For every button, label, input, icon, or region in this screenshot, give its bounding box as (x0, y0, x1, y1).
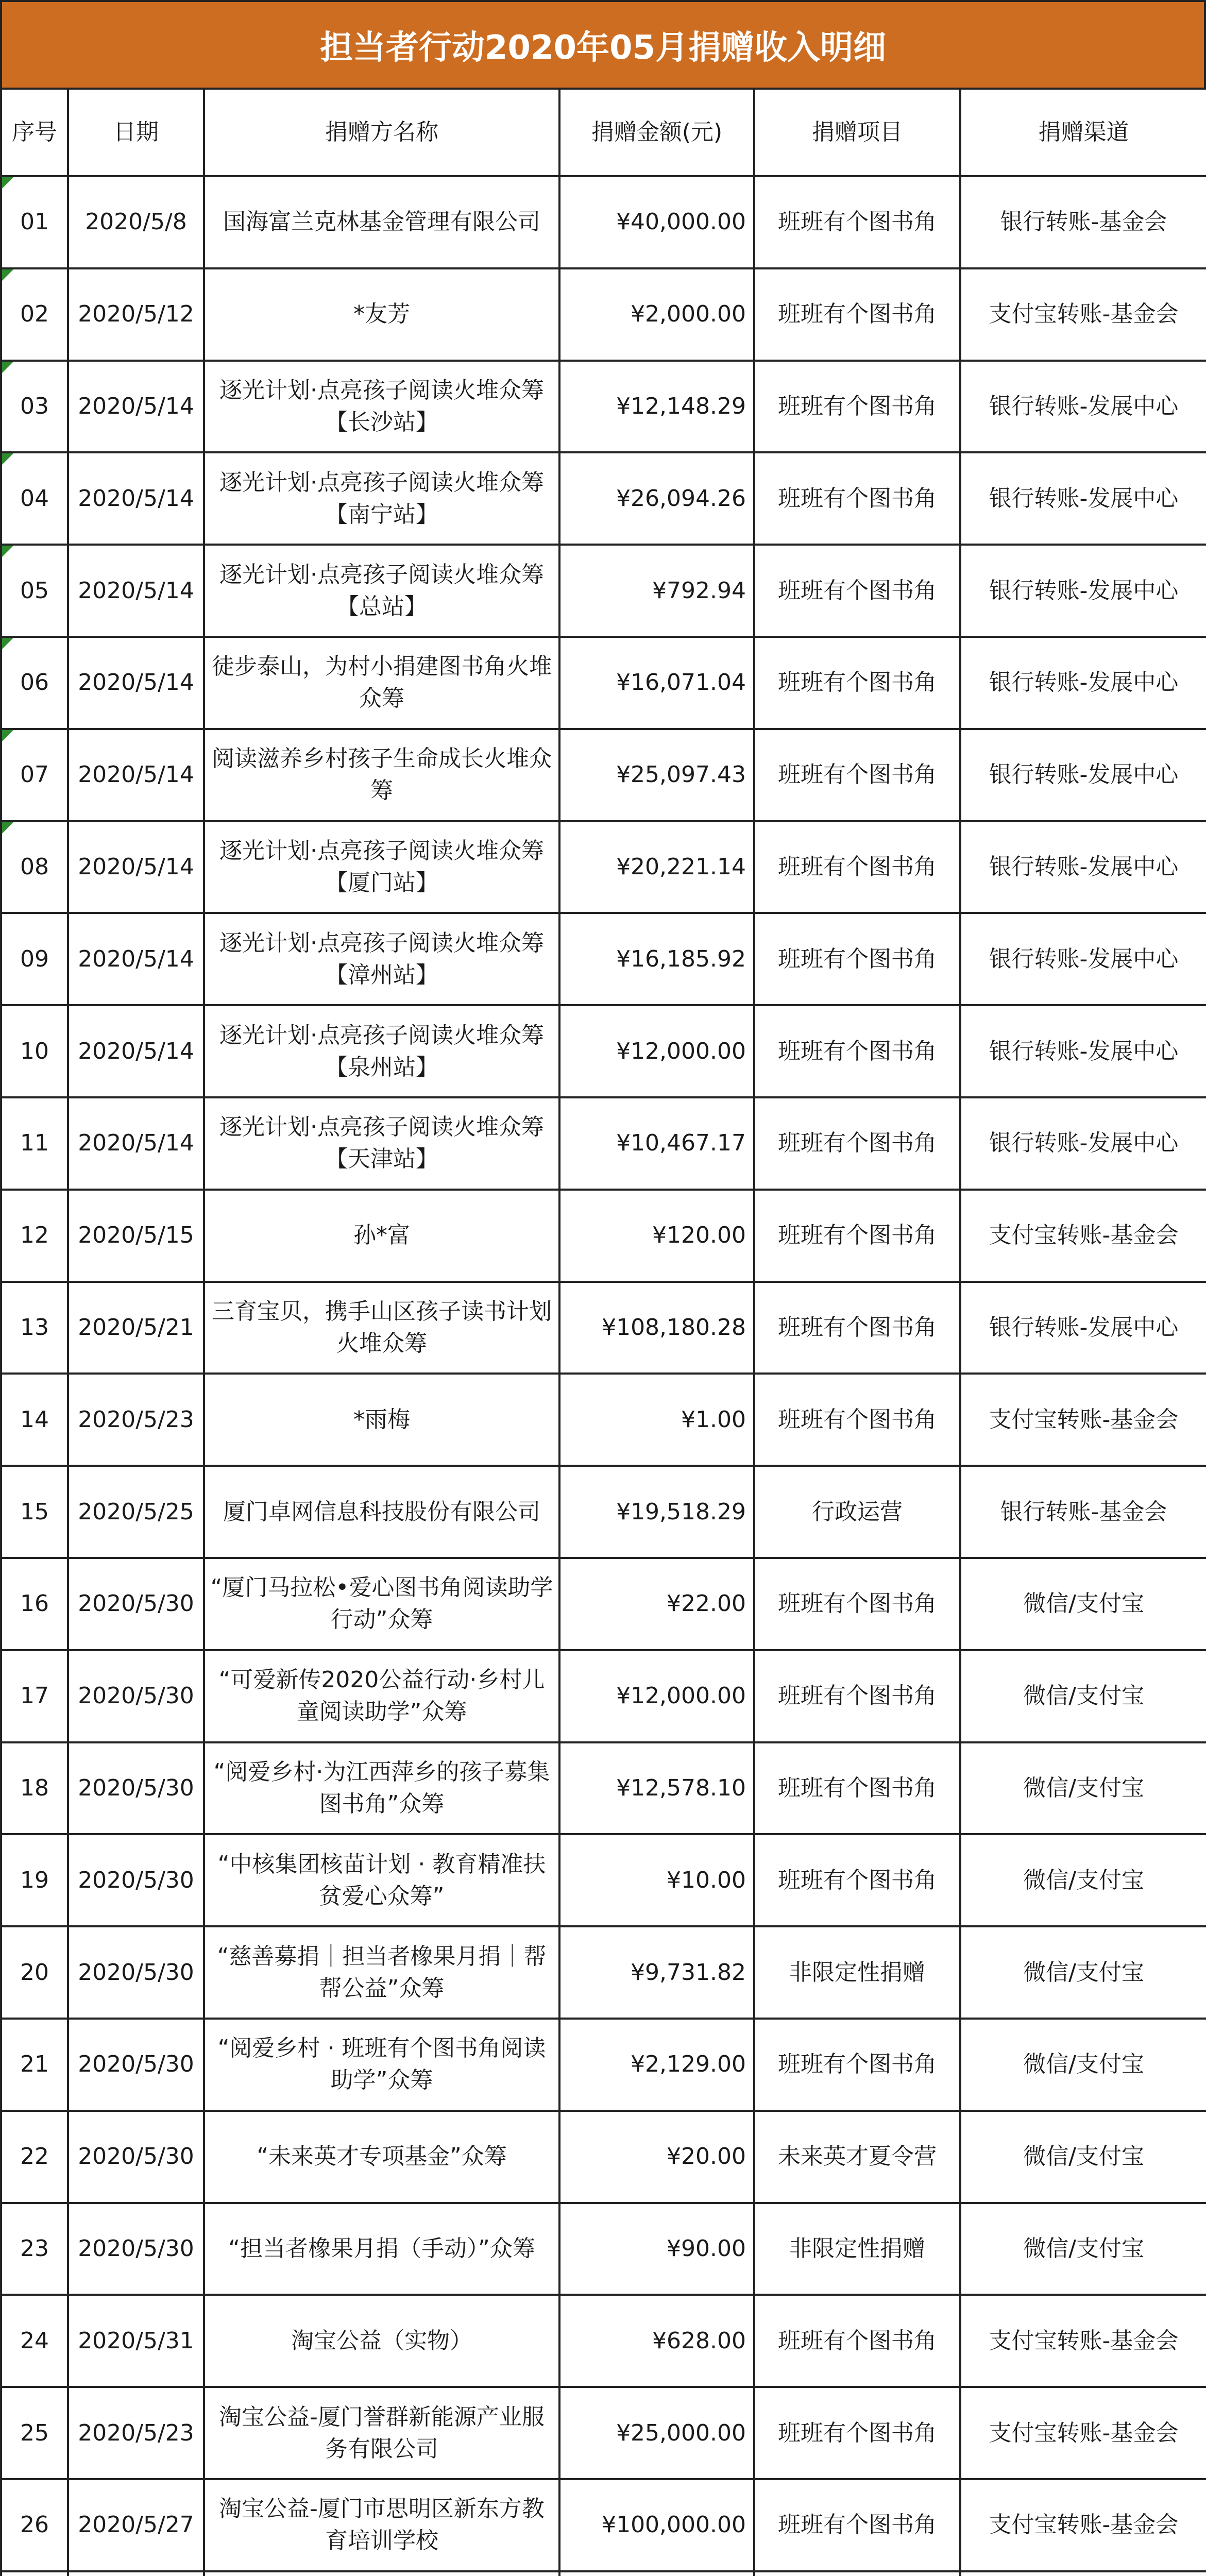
cell-amount: ¥12,000.00 (559, 1650, 754, 1742)
cell-project: 班班有个图书角 (754, 1190, 960, 1282)
cell-no: 20 (1, 1926, 68, 2019)
table-row (1, 2387, 1206, 2479)
cell-amount: ¥20.00 (559, 2111, 754, 2203)
cell-no: 16 (1, 1558, 68, 1650)
cell-donor: 逐光计划·点亮孩子阅读火堆众筹【泉州站】 (204, 1005, 559, 1097)
table-row (1, 1650, 1206, 1742)
cell-no: 04 (1, 452, 68, 545)
table-row (1, 1558, 1206, 1650)
cell-amount: ¥10.00 (559, 1834, 754, 1926)
table-row (1, 268, 1206, 361)
table-row (1, 545, 1206, 637)
cell-project: 行政运营 (754, 1466, 960, 1558)
cell-date: 2020/5/14 (68, 913, 204, 1005)
cell-donor: “未来英才专项基金”众筹 (204, 2111, 559, 2203)
cell-donor: “厦门马拉松•爱心图书角阅读助学行动”众筹 (204, 1558, 559, 1650)
table-row (1, 1097, 1206, 1190)
table-body (1, 176, 1206, 2576)
cell-donor: 逐光计划·点亮孩子阅读火堆众筹【长沙站】 (204, 361, 559, 453)
cell-project: 班班有个图书角 (754, 821, 960, 913)
cell-amount: ¥1.00 (559, 1374, 754, 1466)
cell-project: 班班有个图书角 (754, 176, 960, 268)
cell-amount: ¥20,221.14 (559, 821, 754, 913)
cell-donor: “阅爱乡村 · 班班有个图书角阅读助学”众筹 (204, 2019, 559, 2111)
cell-date: 2020/5/14 (68, 821, 204, 913)
table-row (1, 176, 1206, 268)
cell-date: 2020/5/14 (68, 1097, 204, 1190)
cell-amount: ¥40,000.00 (559, 176, 754, 268)
cell-donor: “中核集团核苗计划 · 教育精准扶贫爱心众筹” (204, 1834, 559, 1926)
cell-date: 2020/5/14 (68, 361, 204, 453)
cell-date: 2020/5/31 (68, 2295, 204, 2387)
cell-project: 班班有个图书角 (754, 452, 960, 545)
cell-no: 07 (1, 729, 68, 821)
cell-channel (960, 2571, 1206, 2576)
cell-no: 08 (1, 821, 68, 913)
cell-project: 班班有个图书角 (754, 1097, 960, 1190)
cell-date: 2020/5/30 (68, 2203, 204, 2295)
cell-channel: 银行转账-发展中心 (960, 1097, 1206, 1190)
cell-amount: ¥19,518.29 (559, 1466, 754, 1558)
cell-project: 班班有个图书角 (754, 2387, 960, 2479)
cell-amount: ¥25,097.43 (559, 729, 754, 821)
cell-no: 13 (1, 1282, 68, 1374)
cell-project: 班班有个图书角 (754, 913, 960, 1005)
cell-project: 班班有个图书角 (754, 1282, 960, 1374)
cell-no: 23 (1, 2203, 68, 2295)
cell-no: 21 (1, 2019, 68, 2111)
cell-channel: 支付宝转账-基金会 (960, 2387, 1206, 2479)
table-row (1, 2203, 1206, 2295)
column-header-channel: 捐赠渠道 (960, 89, 1206, 176)
cell-donor: 逐光计划·点亮孩子阅读火堆众筹【总站】 (204, 545, 559, 637)
cell-amount: ¥100,000.00 (559, 2479, 754, 2571)
cell-no: 05 (1, 545, 68, 637)
cell-project: 班班有个图书角 (754, 2479, 960, 2571)
cell-project (754, 2571, 960, 2576)
cell-donor: 逐光计划·点亮孩子阅读火堆众筹【漳州站】 (204, 913, 559, 1005)
cell-donor: 淘宝公益-厦门誉群新能源产业服务有限公司 (204, 2387, 559, 2479)
column-header-project: 捐赠项目 (754, 89, 960, 176)
table-row (1, 1926, 1206, 2019)
cell-no (1, 2571, 68, 2576)
cell-date: 2020/5/30 (68, 1742, 204, 1835)
cell-no: 15 (1, 1466, 68, 1558)
cell-donor (204, 2571, 559, 2576)
cell-project: 班班有个图书角 (754, 268, 960, 361)
cell-channel: 支付宝转账-基金会 (960, 2295, 1206, 2387)
cell-date: 2020/5/30 (68, 1834, 204, 1926)
cell-project: 班班有个图书角 (754, 1374, 960, 1466)
cell-amount (559, 2571, 754, 2576)
cell-project: 班班有个图书角 (754, 545, 960, 637)
cell-channel: 微信/支付宝 (960, 1650, 1206, 1742)
cell-project: 班班有个图书角 (754, 1834, 960, 1926)
page-title: 担当者行动2020年05月捐赠收入明细 (0, 0, 1206, 88)
cell-project: 班班有个图书角 (754, 361, 960, 453)
cell-project: 班班有个图书角 (754, 1005, 960, 1097)
cell-no: 26 (1, 2479, 68, 2571)
cell-project: 班班有个图书角 (754, 2019, 960, 2111)
table-row (1, 1005, 1206, 1097)
cell-amount: ¥792.94 (559, 545, 754, 637)
cell-channel: 微信/支付宝 (960, 2019, 1206, 2111)
cell-donor: 孙*富 (204, 1190, 559, 1282)
cell-channel: 银行转账-发展中心 (960, 1282, 1206, 1374)
cell-donor: 厦门卓网信息科技股份有限公司 (204, 1466, 559, 1558)
cell-no: 09 (1, 913, 68, 1005)
cell-channel: 微信/支付宝 (960, 1834, 1206, 1926)
cell-date: 2020/5/30 (68, 2019, 204, 2111)
cell-amount: ¥25,000.00 (559, 2387, 754, 2479)
cell-channel: 微信/支付宝 (960, 2111, 1206, 2203)
cell-donor: “可爱新传2020公益行动·乡村儿童阅读助学”众筹 (204, 1650, 559, 1742)
cell-amount: ¥12,148.29 (559, 361, 754, 453)
cell-amount: ¥22.00 (559, 1558, 754, 1650)
cell-no: 06 (1, 637, 68, 729)
cell-channel: 银行转账-发展中心 (960, 452, 1206, 545)
cell-donor: 逐光计划·点亮孩子阅读火堆众筹【南宁站】 (204, 452, 559, 545)
cell-date: 2020/5/23 (68, 2387, 204, 2479)
cell-donor: 逐光计划·点亮孩子阅读火堆众筹【天津站】 (204, 1097, 559, 1190)
cell-no: 11 (1, 1097, 68, 1190)
table-row (1, 821, 1206, 913)
table-row (1, 1374, 1206, 1466)
cell-no: 10 (1, 1005, 68, 1097)
cell-date: 2020/5/15 (68, 1190, 204, 1282)
cell-channel: 银行转账-发展中心 (960, 637, 1206, 729)
cell-date: 2020/5/30 (68, 1926, 204, 2019)
column-header-amount: 捐赠金额(元) (559, 89, 754, 176)
cell-project: 班班有个图书角 (754, 2295, 960, 2387)
cell-amount: ¥628.00 (559, 2295, 754, 2387)
cell-donor: *友芳 (204, 268, 559, 361)
cell-amount: ¥16,185.92 (559, 913, 754, 1005)
cell-project: 班班有个图书角 (754, 1650, 960, 1742)
cell-channel: 支付宝转账-基金会 (960, 268, 1206, 361)
cell-channel: 微信/支付宝 (960, 1742, 1206, 1835)
table-header-row (1, 89, 1206, 176)
cell-date: 2020/5/27 (68, 2479, 204, 2571)
cell-donor: 阅读滋养乡村孩子生命成长火堆众筹 (204, 729, 559, 821)
table-row (1, 452, 1206, 545)
cell-no: 03 (1, 361, 68, 453)
cell-no: 17 (1, 1650, 68, 1742)
table-row (1, 1742, 1206, 1835)
cell-donor: “担当者橡果月捐（手动）”众筹 (204, 2203, 559, 2295)
cell-amount: ¥120.00 (559, 1190, 754, 1282)
cell-channel: 微信/支付宝 (960, 2203, 1206, 2295)
cell-amount: ¥12,578.10 (559, 1742, 754, 1835)
cell-project: 班班有个图书角 (754, 1742, 960, 1835)
cell-date: 2020/5/12 (68, 268, 204, 361)
cell-channel: 银行转账-基金会 (960, 1466, 1206, 1558)
cell-channel: 银行转账-发展中心 (960, 361, 1206, 453)
cell-channel: 微信/支付宝 (960, 1926, 1206, 2019)
cell-project: 班班有个图书角 (754, 637, 960, 729)
cell-donor: 三育宝贝，携手山区孩子读书计划火堆众筹 (204, 1282, 559, 1374)
cell-channel: 银行转账-发展中心 (960, 1005, 1206, 1097)
cell-project: 班班有个图书角 (754, 1558, 960, 1650)
cell-no: 12 (1, 1190, 68, 1282)
cell-no: 22 (1, 2111, 68, 2203)
table-row (1, 2019, 1206, 2111)
table-row (1, 2111, 1206, 2203)
cell-date: 2020/5/8 (68, 176, 204, 268)
cell-date: 2020/5/14 (68, 545, 204, 637)
table-row (1, 1834, 1206, 1926)
cell-no: 18 (1, 1742, 68, 1835)
table-row (1, 1466, 1206, 1558)
cell-date: 2020/5/30 (68, 1558, 204, 1650)
cell-date: 2020/5/14 (68, 637, 204, 729)
cell-donor: “慈善募捐｜担当者橡果月捐｜帮帮公益”众筹 (204, 1926, 559, 2019)
cell-date: 2020/5/14 (68, 1005, 204, 1097)
cell-date: 2020/5/30 (68, 1650, 204, 1742)
table-row (1, 361, 1206, 453)
cell-project: 非限定性捐赠 (754, 2203, 960, 2295)
cell-channel: 银行转账-基金会 (960, 176, 1206, 268)
cell-amount: ¥16,071.04 (559, 637, 754, 729)
table-row (1, 729, 1206, 821)
cell-channel: 银行转账-发展中心 (960, 545, 1206, 637)
cell-no: 24 (1, 2295, 68, 2387)
cell-channel: 支付宝转账-基金会 (960, 1374, 1206, 1466)
cell-amount: ¥12,000.00 (559, 1005, 754, 1097)
cell-amount: ¥2,129.00 (559, 2019, 754, 2111)
table-row (1, 637, 1206, 729)
table-row (1, 1190, 1206, 1282)
cell-no: 25 (1, 2387, 68, 2479)
cell-date: 2020/5/14 (68, 729, 204, 821)
cell-donor: 淘宝公益-厦门市思明区新东方教育培训学校 (204, 2479, 559, 2571)
cell-donor: 国海富兰克林基金管理有限公司 (204, 176, 559, 268)
cell-channel: 银行转账-发展中心 (960, 913, 1206, 1005)
table-row (1, 2295, 1206, 2387)
cell-amount: ¥108,180.28 (559, 1282, 754, 1374)
table-row (1, 2479, 1206, 2571)
cell-amount: ¥2,000.00 (559, 268, 754, 361)
cell-amount: ¥9,731.82 (559, 1926, 754, 2019)
cell-channel: 银行转账-发展中心 (960, 821, 1206, 913)
cell-date: 2020/5/30 (68, 2111, 204, 2203)
table-row (1, 913, 1206, 1005)
cell-date (68, 2571, 204, 2576)
cell-amount: ¥26,094.26 (559, 452, 754, 545)
cell-donor: 逐光计划·点亮孩子阅读火堆众筹【厦门站】 (204, 821, 559, 913)
table-row (1, 1282, 1206, 1374)
cell-no: 02 (1, 268, 68, 361)
cell-donor: *雨梅 (204, 1374, 559, 1466)
cell-date: 2020/5/14 (68, 452, 204, 545)
cell-donor: 淘宝公益（实物） (204, 2295, 559, 2387)
cell-channel: 支付宝转账-基金会 (960, 2479, 1206, 2571)
column-header-donor: 捐赠方名称 (204, 89, 559, 176)
column-header-no: 序号 (1, 89, 68, 176)
cell-donor: 徒步泰山，为村小捐建图书角火堆众筹 (204, 637, 559, 729)
donation-table (0, 88, 1206, 2576)
cell-project: 班班有个图书角 (754, 729, 960, 821)
cell-no: 01 (1, 176, 68, 268)
cell-date: 2020/5/21 (68, 1282, 204, 1374)
cell-channel: 银行转账-发展中心 (960, 729, 1206, 821)
cell-date: 2020/5/23 (68, 1374, 204, 1466)
cell-project: 未来英才夏令营 (754, 2111, 960, 2203)
table-row (1, 2571, 1206, 2576)
cell-channel: 微信/支付宝 (960, 1558, 1206, 1650)
cell-amount: ¥90.00 (559, 2203, 754, 2295)
cell-donor: “阅爱乡村·为江西萍乡的孩子募集图书角”众筹 (204, 1742, 559, 1835)
cell-no: 19 (1, 1834, 68, 1926)
column-header-date: 日期 (68, 89, 204, 176)
cell-channel: 支付宝转账-基金会 (960, 1190, 1206, 1282)
cell-no: 14 (1, 1374, 68, 1466)
cell-amount: ¥10,467.17 (559, 1097, 754, 1190)
cell-project: 非限定性捐赠 (754, 1926, 960, 2019)
cell-date: 2020/5/25 (68, 1466, 204, 1558)
